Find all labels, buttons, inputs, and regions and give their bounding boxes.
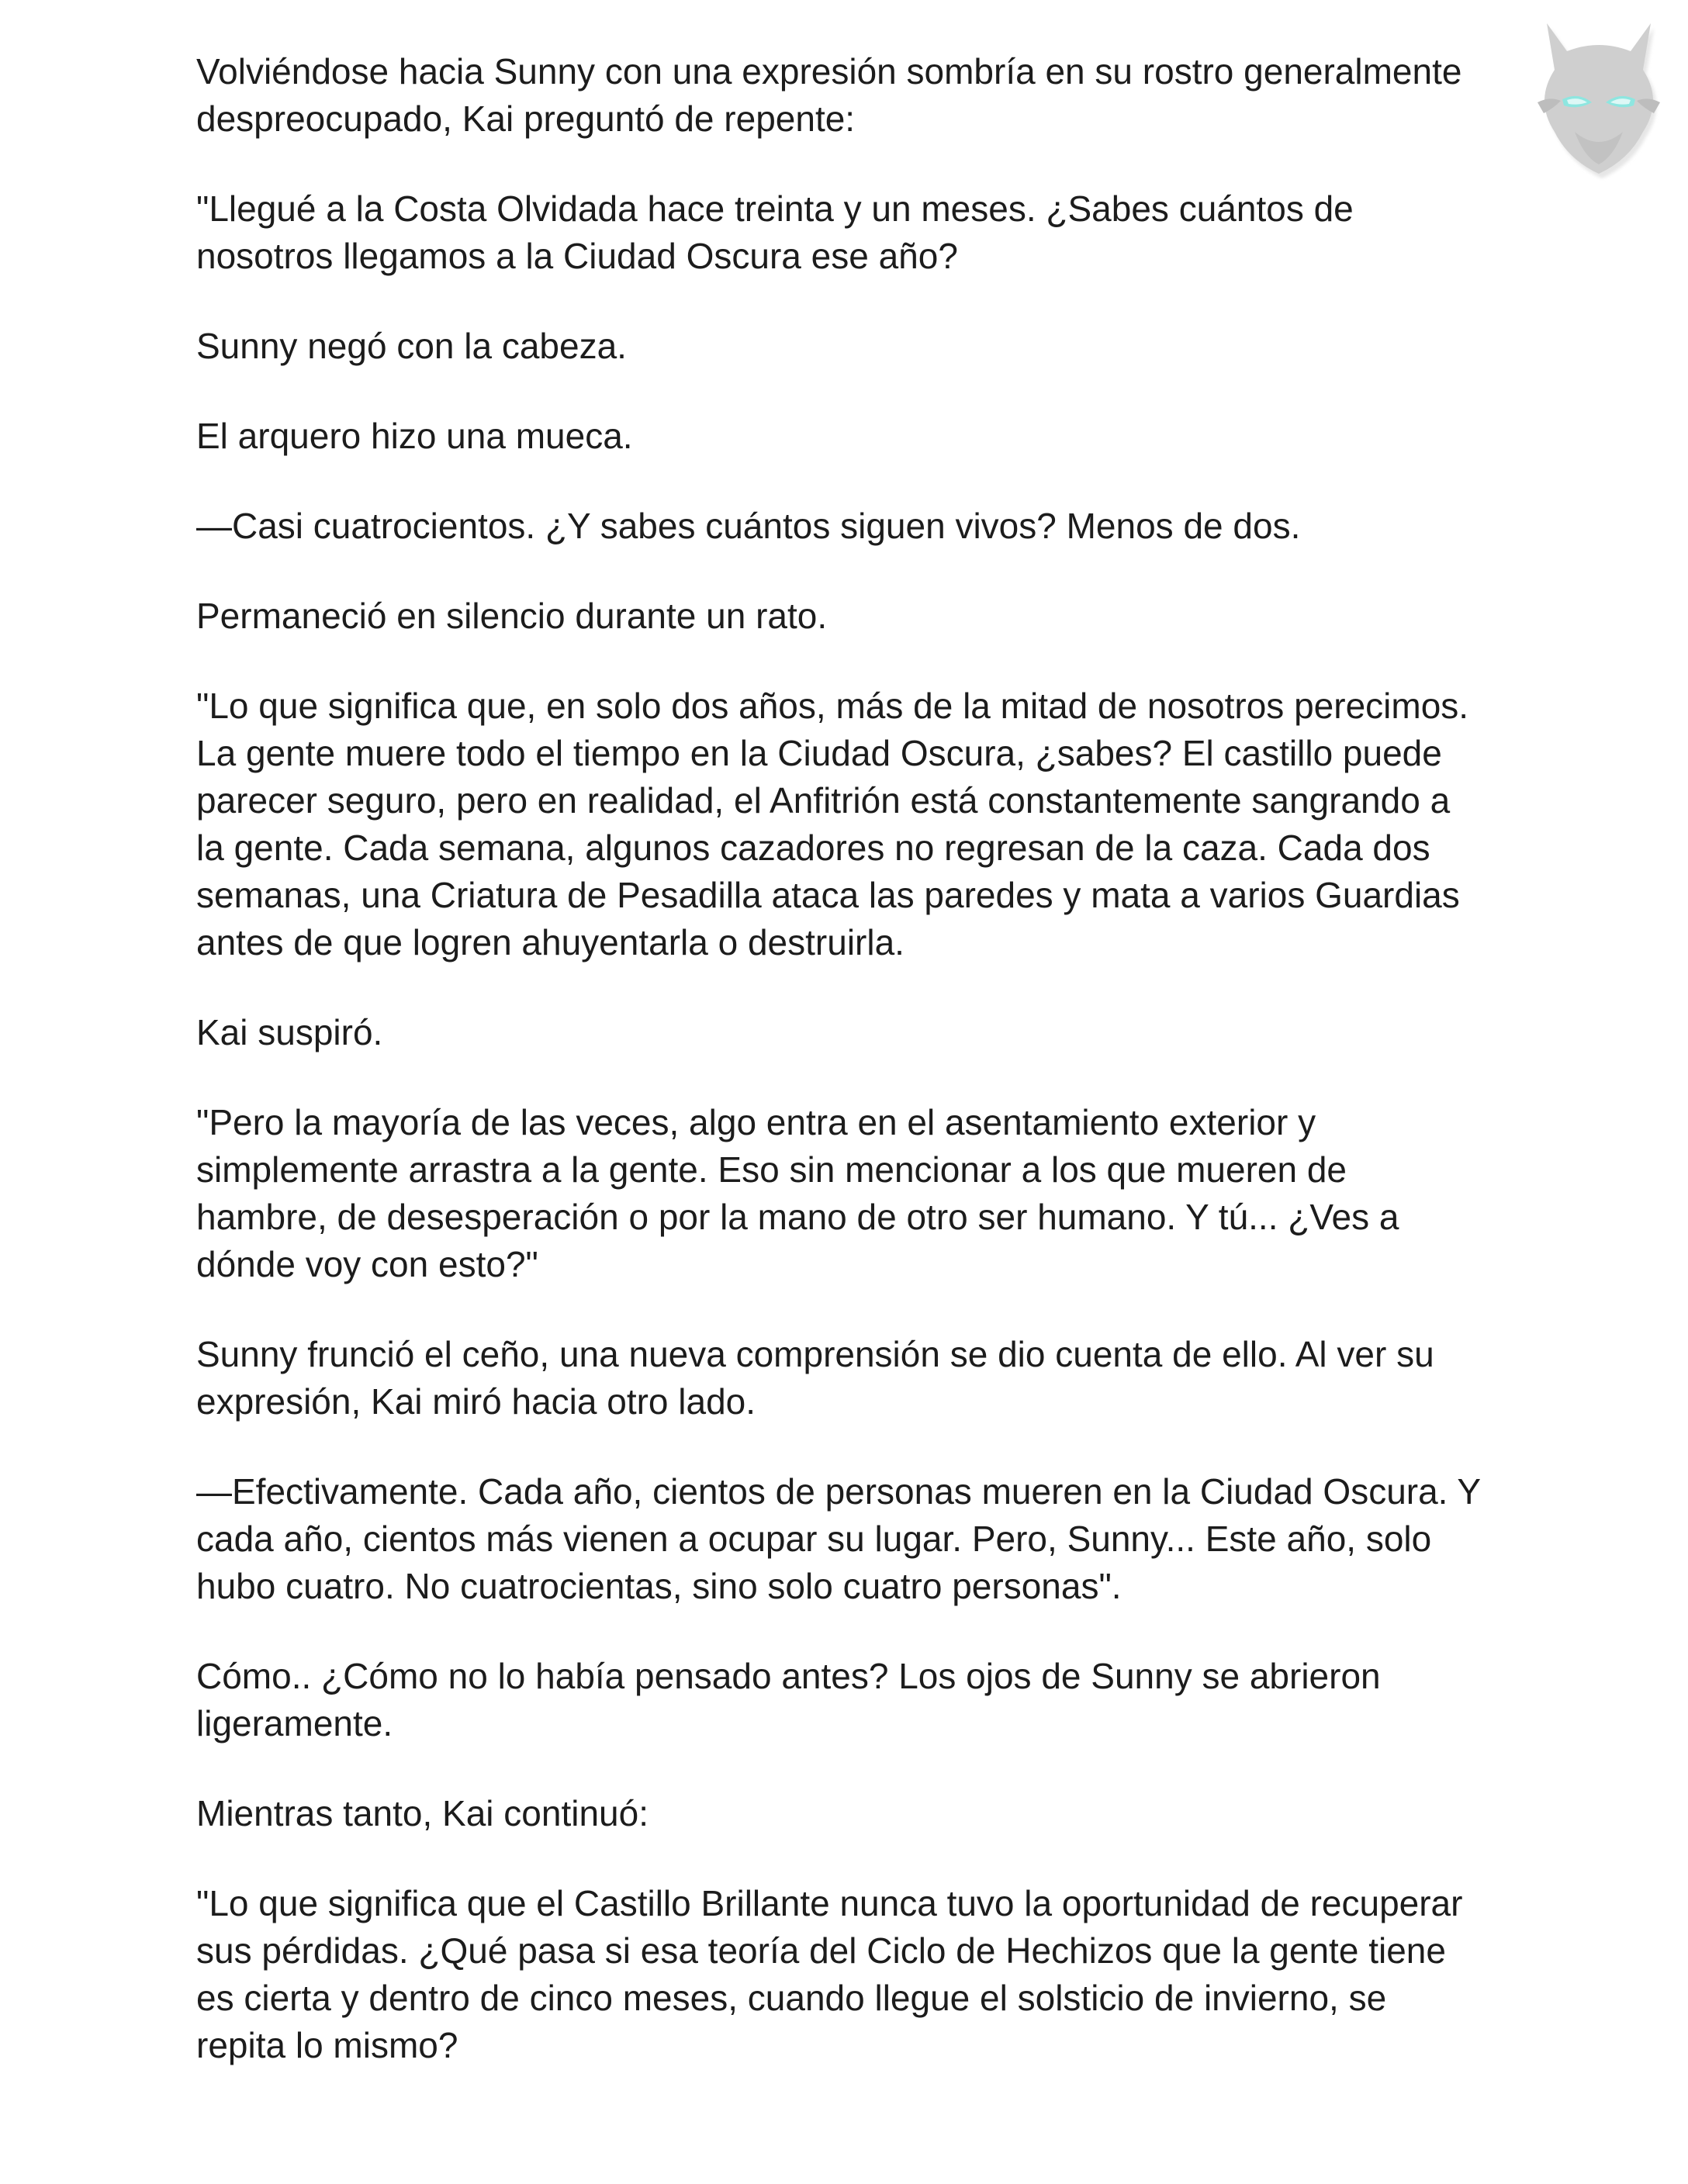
paragraph: El arquero hizo una mueca. <box>196 416 633 456</box>
paragraph: "Lo que significa que, en solo dos años, más de la mitad de nosotros perecimos. La gente muere todo el tiempo en la Ciudad Oscura, ¿sabes? El castillo puede parecer seguro, pero en realidad, el Anfitrión está constantemente sangrando a la gente. Cada semana, algunos cazadores no regresan de la caza. Cada dos semanas, una Criatura de Pesadilla ataca las paredes y mata a varios Guardias antes de que logren ahuyentarla o destruirla. <box>196 686 1469 962</box>
paragraph: Permaneció en silencio durante un rato. <box>196 596 828 636</box>
paragraph: Sunny negó con la cabeza. <box>196 326 627 366</box>
paragraph: Mientras tanto, Kai continuó: <box>196 1793 649 1833</box>
demon-mask-icon <box>1527 16 1671 181</box>
paragraph: Volviéndose hacia Sunny con una expresión sombría en su rostro generalmente despreocupado, Kai preguntó de repente: <box>196 51 1462 139</box>
paragraph: —Casi cuatrocientos. ¿Y sabes cuántos siguen vivos? Menos de dos. <box>196 506 1301 546</box>
paragraph: Cómo.. ¿Cómo no lo había pensado antes? Los ojos de Sunny se abrieron ligeramente. <box>196 1656 1381 1743</box>
chapter-text <box>196 48 1484 2112</box>
paragraph: "Lo que significa que el Castillo Brillante nunca tuvo la oportunidad de recuperar sus pérdidas. ¿Qué pasa si esa teoría del Ciclo de Hechizos que la gente tiene es cierta y dentro de cinco meses, cuando llegue el solsticio de invierno, se repita lo mismo? <box>196 1883 1463 2065</box>
paragraph: Kai suspiró. <box>196 1012 383 1052</box>
paragraph: —Efectivamente. Cada año, cientos de personas mueren en la Ciudad Oscura. Y cada año, cientos más vienen a ocupar su lugar. Pero, Sunny... Este año, solo hubo cuatro. No cuatrocientas, sino solo cuatro personas". <box>196 1471 1481 1606</box>
paragraph: "Llegué a la Costa Olvidada hace treinta y un meses. ¿Sabes cuántos de nosotros llegamos a la Ciudad Oscura ese año? <box>196 188 1354 276</box>
paragraph: "Pero la mayoría de las veces, algo entra en el asentamiento exterior y simplemente arrastra a la gente. Eso sin mencionar a los que mueren de hambre, de desesperación o por la mano de otro ser humano. Y tú... ¿Ves a dónde voy con esto?" <box>196 1102 1399 1284</box>
paragraph: Sunny frunció el ceño, una nueva comprensión se dio cuenta de ello. Al ver su expresión, Kai miró hacia otro lado. <box>196 1334 1434 1422</box>
